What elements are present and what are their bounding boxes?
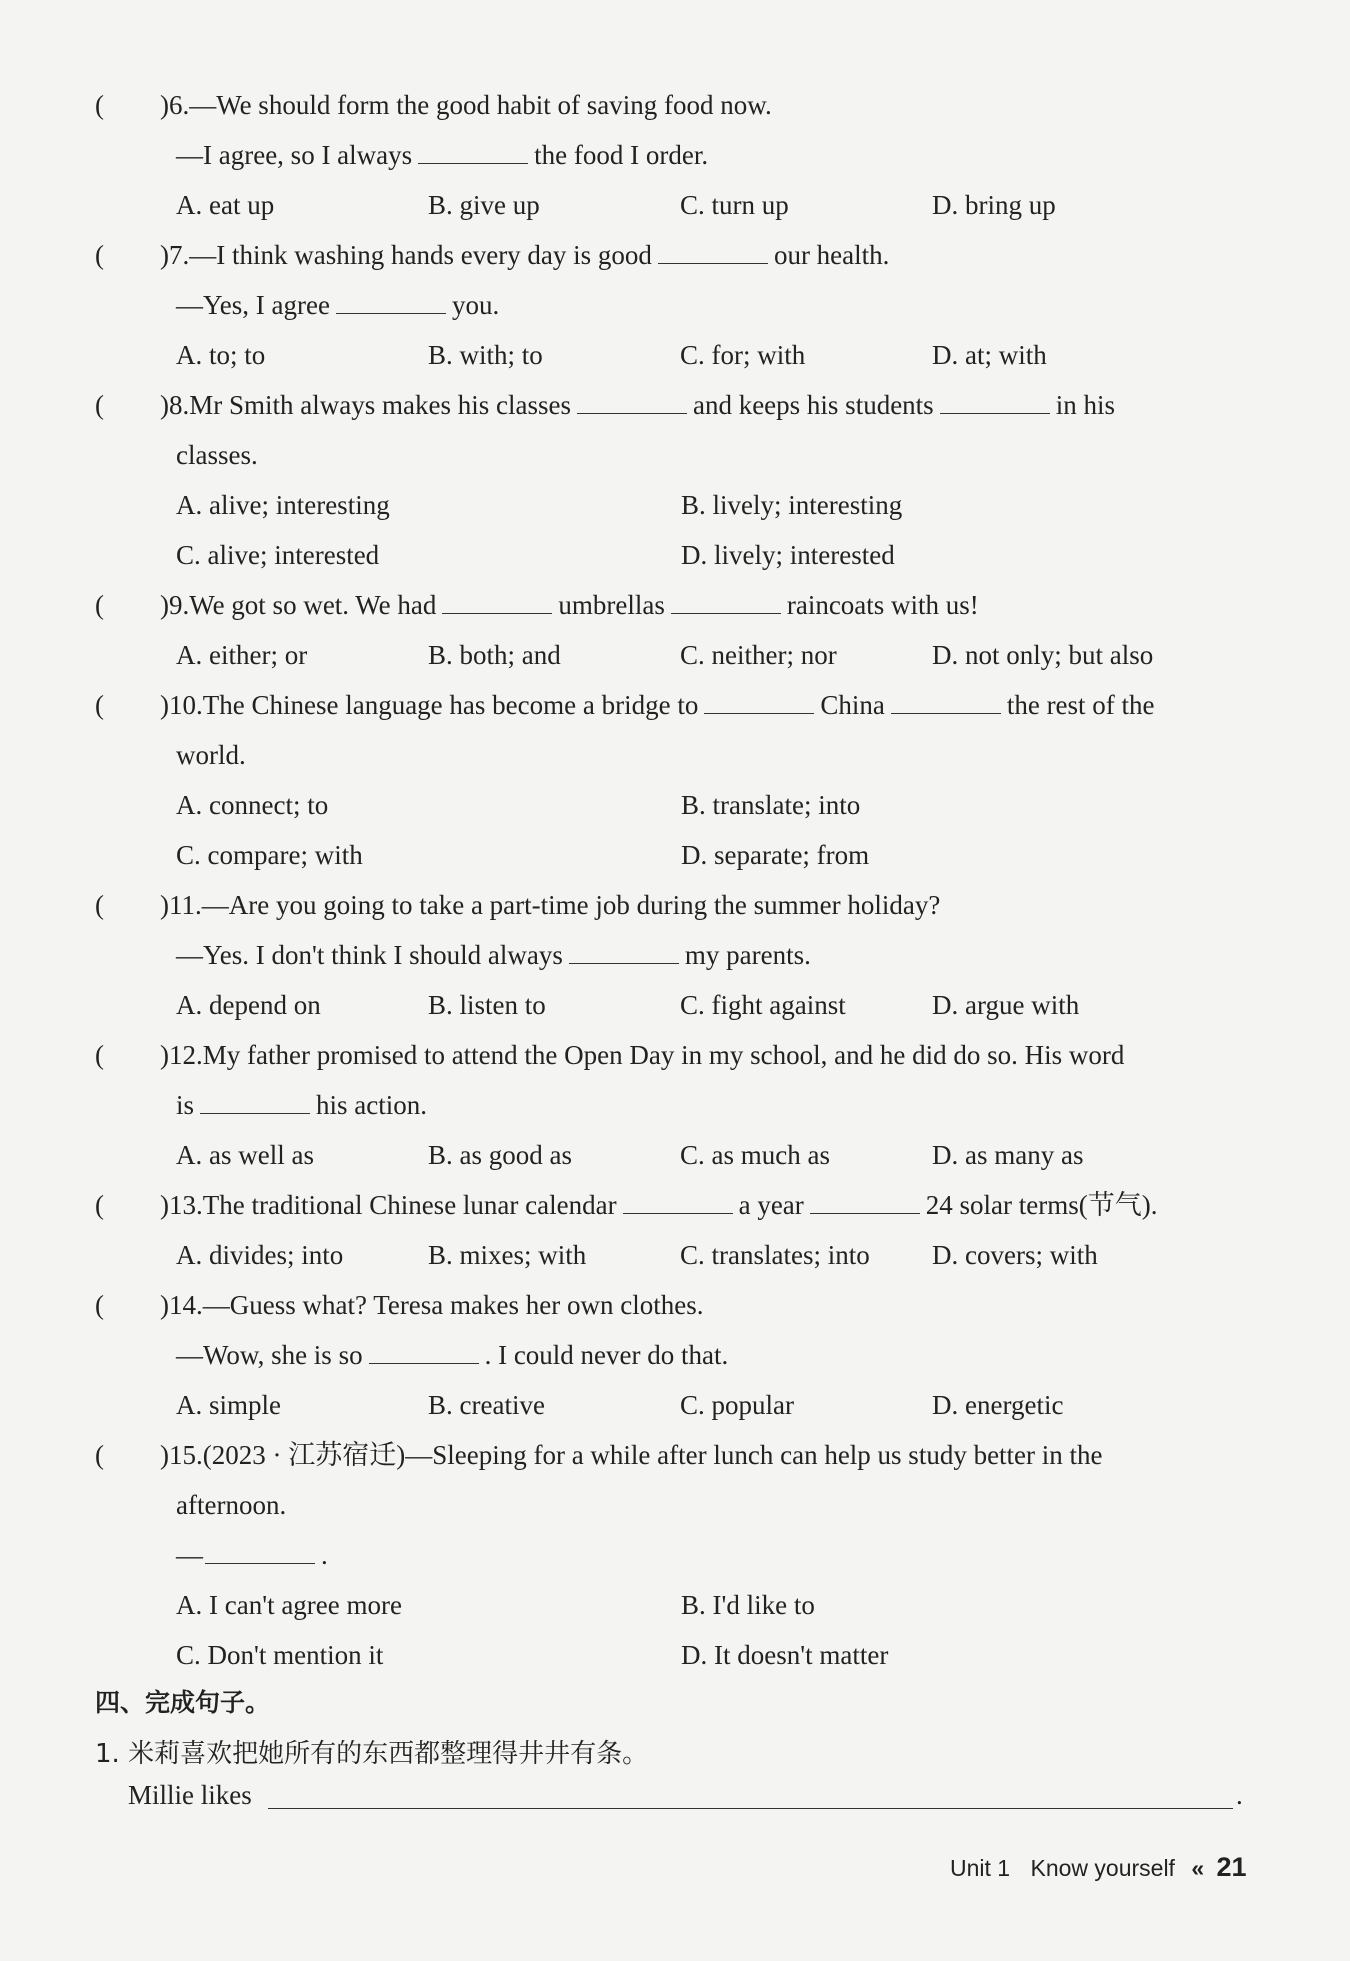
task-1-start: Millie likes (128, 1780, 252, 1810)
option-d: D. not only; but also (932, 640, 1154, 670)
option-c: C. translates; into (680, 1240, 870, 1270)
question-text: classes. (176, 440, 258, 470)
option-d: D. lively; interested (681, 540, 895, 570)
question-text: his action. (316, 1090, 427, 1120)
question-number: )14. (160, 1290, 203, 1320)
option-a: A. as well as (176, 1140, 314, 1170)
dash: — (176, 1540, 203, 1570)
option-b: B. lively; interesting (681, 490, 903, 520)
option-a: A. depend on (176, 990, 321, 1020)
question-number: )8. (160, 390, 190, 420)
option-a: A. I can't agree more (176, 1590, 402, 1620)
option-b: B. both; and (428, 640, 561, 670)
question-text: our health. (773, 240, 890, 270)
option-a: A. to; to (176, 340, 266, 370)
option-a: A. simple (176, 1390, 281, 1420)
question-text: —Wow, she is so (176, 1340, 363, 1370)
option-d: D. covers; with (932, 1240, 1098, 1270)
option-d: D. as many as (932, 1140, 1084, 1170)
double-chevron-icon: « (1191, 1855, 1205, 1881)
option-b: B. translate; into (681, 790, 861, 820)
answer-blank[interactable] (442, 585, 552, 614)
option-b: B. listen to (428, 990, 546, 1020)
answer-blank[interactable] (577, 385, 687, 414)
options (160, 330, 1260, 380)
question-text: the food I order. (534, 140, 709, 170)
option-c: C. neither; nor (680, 640, 837, 670)
page-footer (950, 1852, 1247, 1883)
option-a: A. alive; interesting (176, 490, 390, 520)
option-a: A. eat up (176, 190, 275, 220)
question-text: raincoats with us! (786, 590, 979, 620)
question-text: afternoon. (176, 1490, 287, 1520)
options (160, 1230, 1260, 1280)
option-b: B. with; to (428, 340, 543, 370)
answer-paren: ( (95, 890, 104, 920)
options (160, 830, 1260, 880)
question-text: —Guess what? Teresa makes her own clothes. (202, 1290, 704, 1320)
question-number: )7. (160, 240, 190, 270)
section-title: 四、完成句子。 (95, 1688, 271, 1717)
answer-blank[interactable] (200, 1085, 310, 1114)
option-d: D. bring up (932, 190, 1056, 220)
option-d: D. It doesn't matter (681, 1640, 889, 1670)
question-number: )10. (160, 690, 203, 720)
question-text: is (176, 1090, 195, 1120)
options (160, 480, 1260, 530)
option-a: A. divides; into (176, 1240, 344, 1270)
answer-paren: ( (95, 390, 104, 420)
options (160, 530, 1260, 580)
answer-paren: ( (95, 90, 104, 120)
option-a: A. either; or (176, 640, 308, 670)
task-1-period: . (1236, 1780, 1243, 1810)
options (160, 1630, 1260, 1680)
answer-blank[interactable] (205, 1535, 315, 1564)
question-text: Mr Smith always makes his classes (189, 390, 571, 420)
question-number: )15. (160, 1440, 203, 1470)
answer-paren: ( (95, 1440, 104, 1470)
option-b: B. mixes; with (428, 1240, 587, 1270)
question-text: —Yes, I agree (176, 290, 330, 320)
option-c: C. as much as (680, 1140, 830, 1170)
options (160, 980, 1260, 1030)
answer-blank[interactable] (891, 685, 1001, 714)
options (160, 630, 1260, 680)
answer-blank[interactable] (569, 935, 679, 964)
option-b: B. creative (428, 1390, 545, 1420)
answer-blank[interactable] (704, 685, 814, 714)
option-c: C. turn up (680, 190, 789, 220)
question-text: —I think washing hands every day is good (189, 240, 652, 270)
question-text: world. (176, 740, 246, 770)
question-number: )13. (160, 1190, 203, 1220)
question-text: —Are you going to take a part-time job during the summer holiday? (201, 890, 941, 920)
option-c: C. Don't mention it (176, 1640, 384, 1670)
period: . (321, 1540, 328, 1570)
option-c: C. fight against (680, 990, 846, 1020)
question-text: the rest of the (1006, 690, 1155, 720)
answer-blank[interactable] (369, 1335, 479, 1364)
answer-paren: ( (95, 590, 104, 620)
question-text: my parents. (684, 940, 811, 970)
question-text: —We should form the good habit of saving food now. (189, 90, 772, 120)
question-text: a year (738, 1190, 804, 1220)
options (160, 1380, 1260, 1430)
question-text: in his (1055, 390, 1115, 420)
answer-blank[interactable] (418, 135, 528, 164)
question-text: The traditional Chinese lunar calendar (202, 1190, 617, 1220)
answer-paren: ( (95, 1290, 104, 1320)
answer-blank[interactable] (623, 1185, 733, 1214)
question-number: )11. (160, 890, 202, 920)
options (160, 1580, 1260, 1630)
option-d: D. energetic (932, 1390, 1064, 1420)
answer-blank[interactable] (336, 285, 446, 314)
options (160, 1130, 1260, 1180)
question-number: )9. (160, 590, 190, 620)
option-d: D. at; with (932, 340, 1047, 370)
question-text: —Yes. I don't think I should always (176, 940, 563, 970)
answer-paren: ( (95, 690, 104, 720)
option-b: B. I'd like to (681, 1590, 815, 1620)
answer-blank[interactable] (671, 585, 781, 614)
task-1-answer-line[interactable] (268, 1808, 1233, 1809)
question-text: . I could never do that. (484, 1340, 729, 1370)
task-1-english (128, 1780, 252, 1811)
page-number: 21 (1216, 1852, 1247, 1882)
answer-blank[interactable] (658, 235, 768, 264)
options (160, 780, 1260, 830)
answer-paren: ( (95, 1190, 104, 1220)
question-text: We got so wet. We had (189, 590, 437, 620)
option-c: C. for; with (680, 340, 806, 370)
question-text: (2023 · 江苏宿迁)—Sleeping for a while after lunch can help us study better in the (202, 1440, 1103, 1470)
question-number: )6. (160, 90, 190, 120)
option-c: C. popular (680, 1390, 794, 1420)
question-text: and keeps his students (692, 390, 934, 420)
option-d: D. argue with (932, 990, 1080, 1020)
task-1-chinese: 1. 米莉喜欢把她所有的东西都整理得井井有条。 (95, 1739, 649, 1769)
answer-paren: ( (95, 1040, 104, 1070)
answer-paren: ( (95, 240, 104, 270)
unit-title: Know yourself (1030, 1855, 1175, 1881)
question-text: 24 solar terms(节气). (925, 1190, 1158, 1220)
question-text: you. (451, 290, 500, 320)
option-a: A. connect; to (176, 790, 329, 820)
unit-label: Unit 1 (950, 1855, 1011, 1881)
question-text: China (820, 690, 885, 720)
option-d: D. separate; from (681, 840, 870, 870)
question-text: —I agree, so I always (176, 140, 413, 170)
option-c: C. compare; with (176, 840, 363, 870)
question-text: The Chinese language has become a bridge to (202, 690, 699, 720)
question-text: umbrellas (558, 590, 665, 620)
options (160, 180, 1260, 230)
answer-blank[interactable] (940, 385, 1050, 414)
question-text: My father promised to attend the Open Day in my school, and he did do so. His word (202, 1040, 1125, 1070)
answer-blank[interactable] (810, 1185, 920, 1214)
question-number: )12. (160, 1040, 203, 1070)
option-b: B. give up (428, 190, 540, 220)
option-c: C. alive; interested (176, 540, 380, 570)
option-b: B. as good as (428, 1140, 572, 1170)
